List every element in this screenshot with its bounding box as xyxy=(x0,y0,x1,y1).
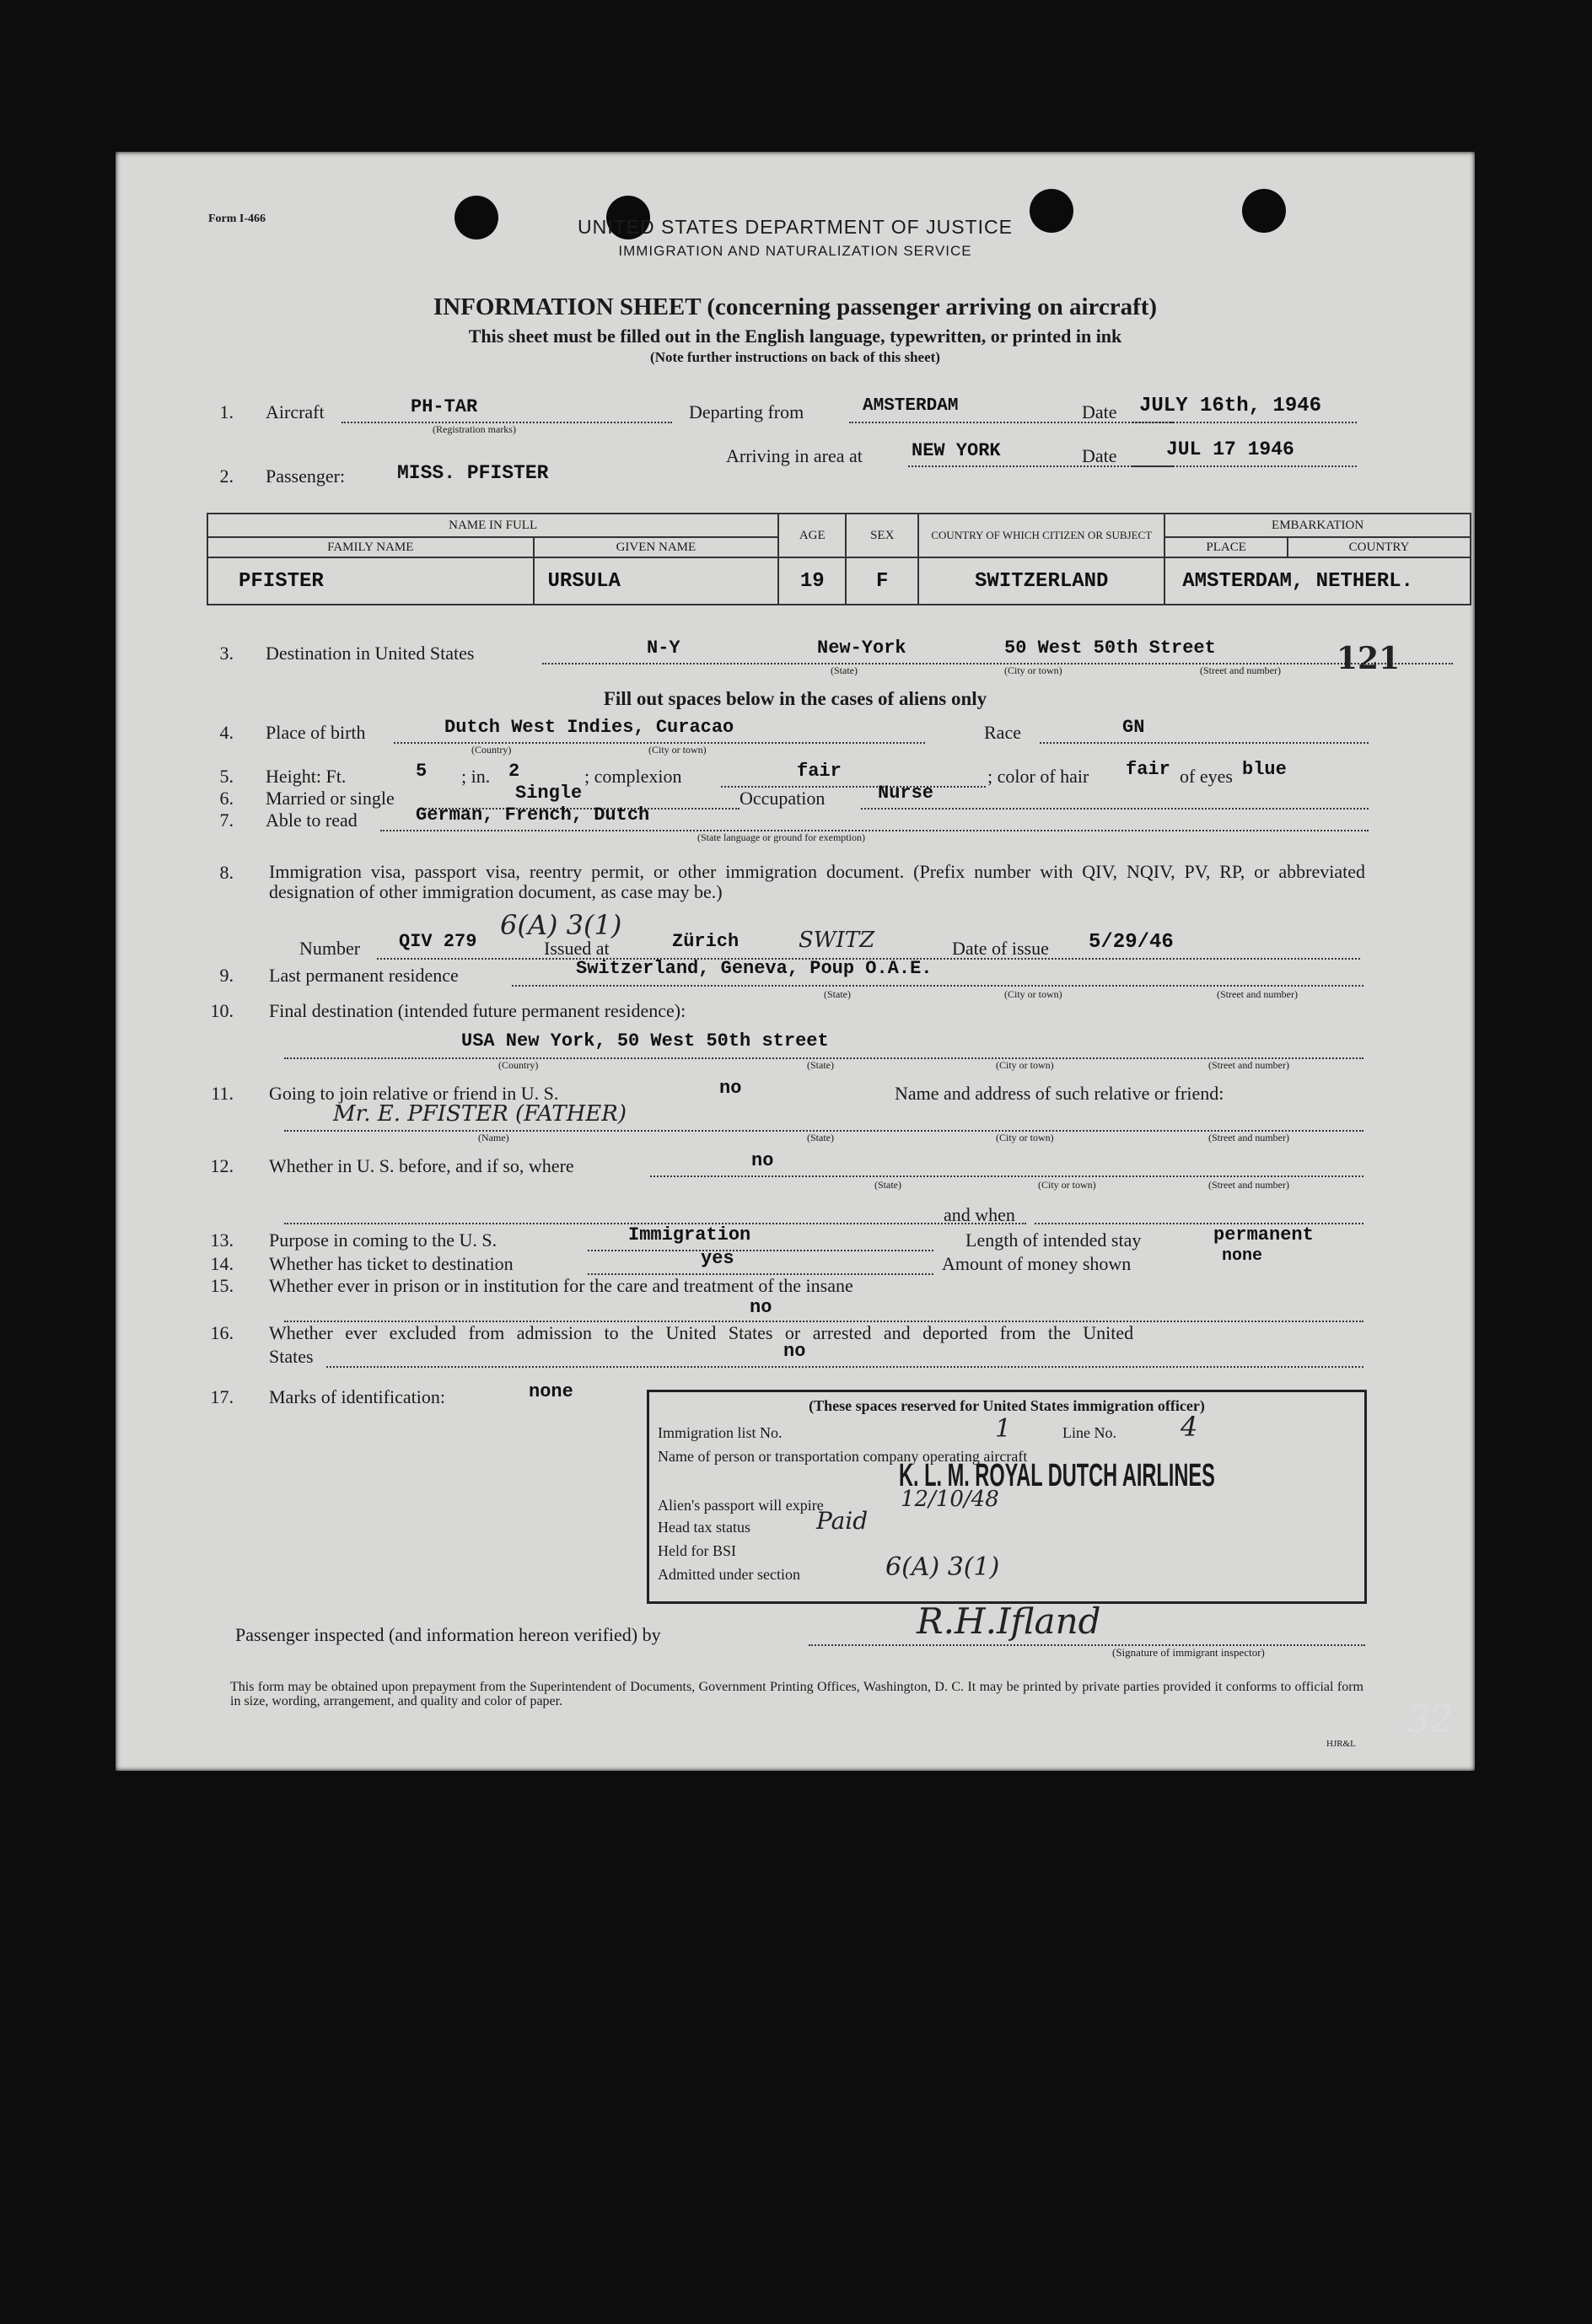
height-feet: 5 xyxy=(416,761,428,782)
destination-label: Destination in United States xyxy=(266,643,475,664)
item-number: 13. xyxy=(210,1229,234,1251)
eyes-value: blue xyxy=(1242,759,1287,780)
embarkation-header: EMBARKATION xyxy=(1164,514,1471,537)
destination-street: 50 West 50th Street xyxy=(1004,637,1216,659)
aircraft-value: PH-TAR xyxy=(411,396,478,417)
age-value: 19 xyxy=(778,557,846,605)
form-footer: This form may be obtained upon prepayment from the Superintendent of Documents, Government Printing Offices, Washington, D. C. It may be printed by private parties provided it conforms to official form in size, wording, arrangement, and quality and color of paper. xyxy=(230,1680,1363,1708)
passenger-label: Passenger: xyxy=(266,465,346,487)
item-number: 9. xyxy=(219,965,234,986)
excluded-label: Whether ever excluded from admission to the United States or arrested and deported from the United xyxy=(269,1322,1134,1343)
state-sublabel: (State) xyxy=(824,988,851,1000)
line-number-label: Line No. xyxy=(1062,1424,1116,1441)
identification-label: Marks of identification: xyxy=(269,1386,445,1407)
aircraft-label: Aircraft xyxy=(266,401,325,422)
issued-label: Issued at xyxy=(544,938,610,959)
officer-box-title: (These spaces reserved for United States immigration officer) xyxy=(809,1397,1205,1414)
previous-visit-label: Whether in U. S. before, and if so, where xyxy=(269,1155,574,1176)
embarkation-value: AMSTERDAM, NETHERL. xyxy=(1164,557,1471,605)
language-sublabel: (State language or ground for exemption) xyxy=(697,831,865,843)
excluded-label-cont: States xyxy=(269,1346,314,1367)
arrival-date-stamp: JUL 17 1946 xyxy=(1166,438,1294,460)
hair-value: fair xyxy=(1126,759,1170,780)
item-number: 5. xyxy=(219,766,234,787)
country-header: COUNTRY xyxy=(1288,537,1471,557)
residence-value: Switzerland, Geneva, Poup O.A.E. xyxy=(576,958,933,979)
relative-question-label: Going to join relative or friend in U. S. xyxy=(269,1083,559,1104)
item-number: 12. xyxy=(210,1155,234,1176)
given-name: URSULA xyxy=(534,557,779,605)
printer-mark: HJR&L xyxy=(1326,1739,1356,1749)
issue-date: 5/29/46 xyxy=(1089,931,1174,954)
place-header: PLACE xyxy=(1164,537,1288,557)
admitted-label: Admitted under section xyxy=(658,1566,800,1583)
item-number: 2. xyxy=(219,465,234,487)
inspector-signature: R.H.Ifland xyxy=(917,1600,1101,1642)
tax-label: Head tax status xyxy=(658,1519,750,1536)
company-stamp: K. L. M. ROYAL DUTCH AIRLINES xyxy=(899,1458,1215,1493)
issued-place: Zürich xyxy=(672,931,740,952)
bsi-label: Held for BSI xyxy=(658,1542,736,1559)
complexion-value: fair xyxy=(797,761,842,782)
country-sublabel: (Country) xyxy=(498,1059,539,1071)
city-sublabel: (City or town) xyxy=(648,744,707,756)
money-value: none xyxy=(1222,1246,1263,1266)
officer-box xyxy=(647,1390,1367,1604)
relative-name-label: Name and address of such relative or friend: xyxy=(895,1083,1224,1104)
aliens-heading: Fill out spaces below in the cases of aliens only xyxy=(603,688,987,709)
item-number: 6. xyxy=(219,788,234,809)
eyes-label: of eyes xyxy=(1180,766,1233,787)
final-destination-label: Final destination (intended future permanent residence): xyxy=(269,1000,686,1021)
occupation-value: Nurse xyxy=(878,783,934,804)
tax-value: Paid xyxy=(816,1507,869,1535)
when-label: and when xyxy=(944,1204,1015,1225)
family-name-header: FAMILY NAME xyxy=(207,537,534,557)
destination-city: New-York xyxy=(817,637,906,659)
sex-value: F xyxy=(846,557,918,605)
residence-label: Last permanent residence xyxy=(269,965,459,986)
city-sublabel: (City or town) xyxy=(996,1059,1054,1071)
departing-date: JULY 16th, 1946 xyxy=(1139,395,1322,417)
item-number: 3. xyxy=(219,643,234,664)
name-table xyxy=(207,513,1471,605)
item-number: 1. xyxy=(219,401,234,422)
prison-label: Whether ever in prison or in institution for the care and treatment of the insane xyxy=(269,1275,853,1296)
item-number: 17. xyxy=(210,1386,234,1407)
page-title: INFORMATION SHEET (concerning passenger arriving on aircraft) xyxy=(433,293,1158,320)
inspected-label: Passenger inspected (and information hereon verified) by xyxy=(235,1624,661,1645)
stay-value: permanent xyxy=(1213,1224,1314,1245)
relative-hand-entry: Mr. E. PFISTER (FATHER) xyxy=(333,1101,627,1127)
relative-answer: no xyxy=(719,1078,742,1099)
date-label: Date xyxy=(1082,401,1117,422)
inches-label: ; in. xyxy=(461,766,491,787)
registration-sublabel: (Registration marks) xyxy=(433,423,516,435)
city-sublabel: (City or town) xyxy=(996,1132,1054,1143)
city-sublabel: (City or town) xyxy=(1004,664,1062,676)
state-sublabel: (State) xyxy=(874,1179,901,1191)
item-number: 7. xyxy=(219,810,234,831)
form-number: Form I-466 xyxy=(208,212,266,225)
visa-hand-note: 6(A) 3(1) xyxy=(500,909,622,941)
previous-visit-value: no xyxy=(751,1150,774,1171)
age-header: AGE xyxy=(778,514,846,557)
item-number: 10. xyxy=(210,1000,234,1021)
marital-value: Single xyxy=(515,783,583,804)
visa-instructions: Immigration visa, passport visa, reentry permit, or other immigration document. (Prefix number with QIV, NQIV, PV, RP, or abbreviated designation of other immigration document, as case may be.) xyxy=(269,861,1365,902)
hair-label: ; color of hair xyxy=(987,766,1089,787)
race-label: Race xyxy=(984,722,1021,743)
race-value: GN xyxy=(1122,717,1145,738)
arriving-value: NEW YORK xyxy=(912,440,1001,461)
item-number: 15. xyxy=(210,1275,234,1296)
purpose-label: Purpose in coming to the U. S. xyxy=(269,1229,498,1251)
issue-date-label: Date of issue xyxy=(952,938,1049,959)
state-sublabel: (State) xyxy=(807,1132,834,1143)
street-sublabel: (Street and number) xyxy=(1208,1132,1289,1143)
complexion-label: ; complexion xyxy=(584,766,682,787)
ticket-value: yes xyxy=(701,1248,734,1269)
family-name: PFISTER xyxy=(207,557,534,605)
issued-hand-note: SWITZ xyxy=(799,928,875,953)
identification-value: none xyxy=(529,1381,573,1402)
item-number: 14. xyxy=(210,1253,234,1274)
birthplace-value: Dutch West Indies, Curacao xyxy=(444,717,734,738)
prison-value: no xyxy=(750,1297,772,1318)
city-sublabel: (City or town) xyxy=(1004,988,1062,1000)
street-sublabel: (Street and number) xyxy=(1200,664,1281,676)
state-sublabel: (State) xyxy=(807,1059,834,1071)
street-sublabel: (Street and number) xyxy=(1208,1179,1289,1191)
name-sublabel: (Name) xyxy=(478,1132,509,1143)
street-sublabel: (Street and number) xyxy=(1217,988,1298,1000)
visa-number: QIV 279 xyxy=(399,931,477,952)
item-number: 16. xyxy=(210,1322,234,1343)
page-number: 32 xyxy=(1406,1698,1454,1741)
arrival-date-label: Date xyxy=(1082,445,1117,466)
instructions-note: (Note further instructions on back of this sheet) xyxy=(650,349,940,365)
destination-state: N-Y xyxy=(647,637,680,659)
departing-value: AMSTERDAM xyxy=(863,396,959,416)
item-number: 4. xyxy=(219,722,234,743)
page-mark: 121 xyxy=(1337,641,1401,676)
department-heading: UNITED STATES DEPARTMENT OF JUSTICE xyxy=(578,216,1013,238)
occupation-label: Occupation xyxy=(740,788,826,809)
line-number-value: 4 xyxy=(1181,1411,1198,1443)
name-in-full-header: NAME IN FULL xyxy=(207,514,778,537)
passenger-value: MISS. PFISTER xyxy=(397,462,549,484)
purpose-value: Immigration xyxy=(628,1224,751,1245)
stay-label: Length of intended stay xyxy=(965,1229,1142,1251)
street-sublabel: (Street and number) xyxy=(1208,1059,1289,1071)
height-label: Height: Ft. xyxy=(266,766,347,787)
item-number: 8. xyxy=(219,862,234,883)
state-sublabel: (State) xyxy=(831,664,858,676)
languages-value: German, French, Dutch xyxy=(416,804,650,826)
read-label: Able to read xyxy=(266,810,358,831)
visa-number-label: Number xyxy=(299,938,361,959)
country-sublabel: (Country) xyxy=(471,744,512,756)
list-number-value: 1 xyxy=(995,1414,1012,1444)
ticket-label: Whether has ticket to destination xyxy=(269,1253,514,1274)
height-inches: 2 xyxy=(508,761,520,782)
citizen-value: SWITZERLAND xyxy=(918,557,1164,605)
excluded-value: no xyxy=(783,1341,806,1362)
birthplace-label: Place of birth xyxy=(266,722,366,743)
money-label: Amount of money shown xyxy=(942,1253,1132,1274)
departing-label: Departing from xyxy=(689,401,804,422)
item-number: 11. xyxy=(211,1083,234,1104)
admitted-value: 6(A) 3(1) xyxy=(885,1552,1000,1582)
sex-header: SEX xyxy=(846,514,918,557)
given-name-header: GIVEN NAME xyxy=(534,537,779,557)
arriving-label: Arriving in area at xyxy=(726,445,863,466)
list-number-label: Immigration list No. xyxy=(658,1424,783,1441)
form-sheet xyxy=(116,152,1475,1771)
company-label: Name of person or transportation company operating aircraft xyxy=(658,1448,1028,1465)
marital-label: Married or single xyxy=(266,788,395,809)
service-heading: IMMIGRATION AND NATURALIZATION SERVICE xyxy=(618,243,972,259)
instructions: This sheet must be filled out in the English language, typewritten, or printed in ink xyxy=(468,325,1122,347)
city-sublabel: (City or town) xyxy=(1038,1179,1096,1191)
signature-label: (Signature of immigrant inspector) xyxy=(1112,1646,1265,1659)
passport-label: Alien's passport will expire xyxy=(658,1497,824,1514)
passport-expiry: 12/10/48 xyxy=(901,1487,999,1512)
final-destination-value: USA New York, 50 West 50th street xyxy=(461,1030,829,1052)
citizenship-header: COUNTRY OF WHICH CITIZEN OR SUBJECT xyxy=(918,514,1164,557)
